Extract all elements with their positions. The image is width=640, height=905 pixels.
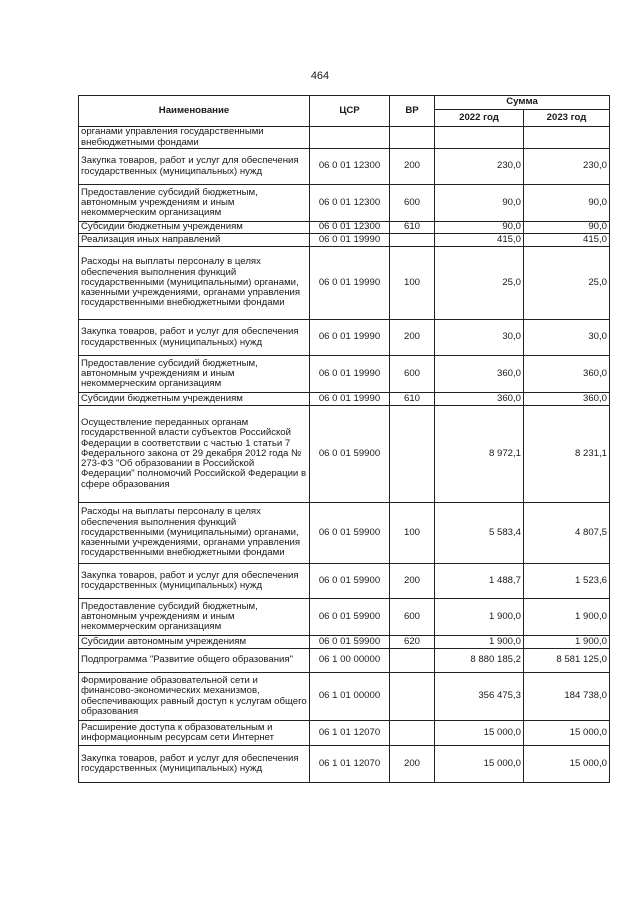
row-sum-2022: 360,0 <box>435 356 524 393</box>
row-sum-2022: 90,0 <box>435 185 524 222</box>
row-sum-2023: 4 807,5 <box>524 503 610 564</box>
header-vr: ВР <box>390 96 435 127</box>
row-sum-2023: 90,0 <box>524 185 610 222</box>
table-row <box>79 127 610 149</box>
row-vr: 600 <box>390 185 435 222</box>
table-header <box>79 96 610 127</box>
table-row <box>79 234 610 247</box>
table-row <box>79 649 610 673</box>
row-sum-2022: 356 475,3 <box>435 673 524 721</box>
row-csr: 06 0 01 19990 <box>310 320 390 356</box>
row-sum-2022: 15 000,0 <box>435 746 524 783</box>
header-csr: ЦСР <box>310 96 390 127</box>
row-name: Расходы на выплаты персоналу в целях обеспечения выполнения функций государственными (муниципальными) органами, казенными учреждениями, органами управления государственными внебюджетными фондами <box>79 503 310 564</box>
row-sum-2023 <box>524 127 610 149</box>
row-sum-2023: 15 000,0 <box>524 746 610 783</box>
row-sum-2023: 360,0 <box>524 393 610 406</box>
row-vr <box>390 721 435 746</box>
row-csr: 06 0 01 59900 <box>310 564 390 599</box>
row-sum-2022: 30,0 <box>435 320 524 356</box>
row-name: Реализация иных направлений <box>79 234 310 247</box>
row-sum-2023: 1 523,6 <box>524 564 610 599</box>
table-row <box>79 320 610 356</box>
header-name: Наименование <box>79 96 310 127</box>
row-csr: 06 1 01 12070 <box>310 721 390 746</box>
row-csr: 06 0 01 12300 <box>310 185 390 222</box>
row-vr: 600 <box>390 599 435 636</box>
row-csr: 06 0 01 59900 <box>310 406 390 503</box>
table-row <box>79 721 610 746</box>
row-sum-2022: 8 972,1 <box>435 406 524 503</box>
budget-table <box>78 95 610 783</box>
header-year-2022: 2022 год <box>435 110 524 127</box>
row-sum-2023: 415,0 <box>524 234 610 247</box>
table-row <box>79 393 610 406</box>
row-name: Закупка товаров, работ и услуг для обеспечения государственных (муниципальных) нужд <box>79 149 310 185</box>
row-csr <box>310 127 390 149</box>
row-vr <box>390 406 435 503</box>
row-vr: 620 <box>390 636 435 649</box>
row-name: Предоставление субсидий бюджетным, автономным учреждениям и иным некоммерческим организациям <box>79 599 310 636</box>
row-name: Формирование образовательной сети и финансово-экономических механизмов, обеспечивающих равный доступ к услугам общего образования <box>79 673 310 721</box>
table-body <box>79 127 610 783</box>
row-name: Закупка товаров, работ и услуг для обеспечения государственных (муниципальных) нужд <box>79 564 310 599</box>
row-vr: 200 <box>390 564 435 599</box>
row-name: Субсидии бюджетным учреждениям <box>79 222 310 234</box>
row-sum-2022: 5 583,4 <box>435 503 524 564</box>
row-vr <box>390 673 435 721</box>
table-row <box>79 673 610 721</box>
row-csr: 06 0 01 12300 <box>310 222 390 234</box>
row-csr: 06 0 01 59900 <box>310 503 390 564</box>
table-row <box>79 149 610 185</box>
row-csr: 06 0 01 19990 <box>310 356 390 393</box>
row-name: Субсидии автономным учреждениям <box>79 636 310 649</box>
row-sum-2022: 1 900,0 <box>435 599 524 636</box>
table-row <box>79 503 610 564</box>
row-vr <box>390 649 435 673</box>
row-sum-2022: 90,0 <box>435 222 524 234</box>
row-vr <box>390 234 435 247</box>
row-name: Закупка товаров, работ и услуг для обеспечения государственных (муниципальных) нужд <box>79 320 310 356</box>
table-row <box>79 356 610 393</box>
row-sum-2022: 8 880 185,2 <box>435 649 524 673</box>
row-sum-2022: 25,0 <box>435 247 524 320</box>
table-row <box>79 222 610 234</box>
row-name: Закупка товаров, работ и услуг для обеспечения государственных (муниципальных) нужд <box>79 746 310 783</box>
table-row <box>79 599 610 636</box>
row-vr: 100 <box>390 503 435 564</box>
row-sum-2023: 184 738,0 <box>524 673 610 721</box>
row-vr: 610 <box>390 393 435 406</box>
row-name: Предоставление субсидий бюджетным, автономным учреждениям и иным некоммерческим организациям <box>79 185 310 222</box>
row-name: Расходы на выплаты персоналу в целях обеспечения выполнения функций государственными (муниципальными) органами, казенными учреждениями, органами управления государственными внебюджетными фондами <box>79 247 310 320</box>
row-vr: 600 <box>390 356 435 393</box>
row-sum-2022 <box>435 127 524 149</box>
row-sum-2023: 1 900,0 <box>524 599 610 636</box>
row-sum-2023: 8 581 125,0 <box>524 649 610 673</box>
row-sum-2023: 1 900,0 <box>524 636 610 649</box>
row-sum-2023: 30,0 <box>524 320 610 356</box>
row-csr: 06 1 01 12070 <box>310 746 390 783</box>
row-name: Подпрограмма "Развитие общего образования" <box>79 649 310 673</box>
row-sum-2023: 360,0 <box>524 356 610 393</box>
row-csr: 06 0 01 12300 <box>310 149 390 185</box>
page-number: 464 <box>310 70 330 82</box>
row-vr: 100 <box>390 247 435 320</box>
row-sum-2022: 230,0 <box>435 149 524 185</box>
table-row <box>79 636 610 649</box>
row-name: Расширение доступа к образовательным и информационным ресурсам сети Интернет <box>79 721 310 746</box>
row-sum-2023: 90,0 <box>524 222 610 234</box>
row-name: Осуществление переданных органам государственной власти субъектов Российской Федерации в соответствии с частью 1 статьи 7 Федерального закона от 29 декабря 2012 года № 273-ФЗ "Об образовании в Российской Федерации" полномочий Российской Федерации в сфере образования <box>79 406 310 503</box>
header-sum: Сумма <box>435 96 610 110</box>
row-sum-2023: 230,0 <box>524 149 610 185</box>
row-csr: 06 0 01 59900 <box>310 636 390 649</box>
table-row <box>79 247 610 320</box>
table-row <box>79 406 610 503</box>
row-vr <box>390 127 435 149</box>
table-row <box>79 746 610 783</box>
row-sum-2023: 25,0 <box>524 247 610 320</box>
row-sum-2023: 8 231,1 <box>524 406 610 503</box>
row-name: органами управления государственными внебюджетными фондами <box>79 127 310 149</box>
row-csr: 06 0 01 19990 <box>310 247 390 320</box>
header-year-2023: 2023 год <box>524 110 610 127</box>
row-csr: 06 1 01 00000 <box>310 673 390 721</box>
row-csr: 06 0 01 19990 <box>310 234 390 247</box>
row-sum-2022: 1 488,7 <box>435 564 524 599</box>
row-sum-2022: 15 000,0 <box>435 721 524 746</box>
row-vr: 200 <box>390 320 435 356</box>
row-vr: 200 <box>390 746 435 783</box>
row-sum-2022: 415,0 <box>435 234 524 247</box>
row-name: Предоставление субсидий бюджетным, автономным учреждениям и иным некоммерческим организациям <box>79 356 310 393</box>
table-row <box>79 185 610 222</box>
table-row <box>79 564 610 599</box>
row-csr: 06 1 00 00000 <box>310 649 390 673</box>
row-sum-2022: 1 900,0 <box>435 636 524 649</box>
row-vr: 200 <box>390 149 435 185</box>
row-csr: 06 0 01 59900 <box>310 599 390 636</box>
row-csr: 06 0 01 19990 <box>310 393 390 406</box>
row-sum-2023: 15 000,0 <box>524 721 610 746</box>
row-name: Субсидии бюджетным учреждениям <box>79 393 310 406</box>
row-sum-2022: 360,0 <box>435 393 524 406</box>
row-vr: 610 <box>390 222 435 234</box>
